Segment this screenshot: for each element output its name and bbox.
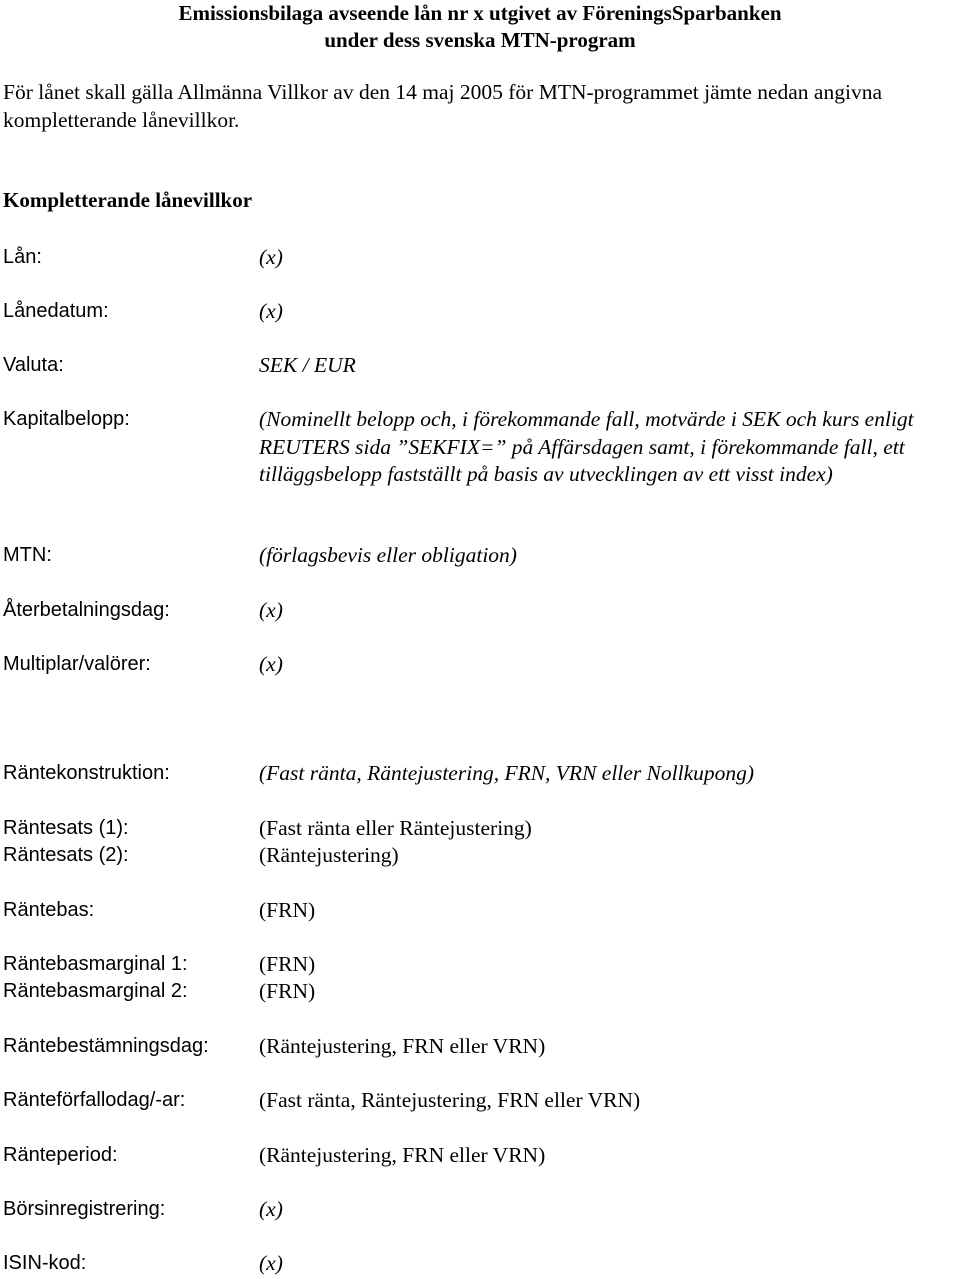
term-value-kapitalbelopp: (Nominellt belopp och, i förekommande fall, motvärde i SEK och kurs enligt REUTERS sida ”SEKFIX=” på Affärsdagen samt, i förekommande fall, ett tilläggsbelopp fastställt på basis av utvecklingen av ett visst index) [259, 407, 914, 486]
term-label-aterbetalningsdag: Återbetalningsdag: [3, 599, 170, 621]
term-value-rantebasmarginal-1: (FRN) [259, 952, 316, 976]
term-value-isin: (x) [259, 1251, 283, 1275]
section-heading: Kompletterande lånevillkor [3, 188, 253, 212]
term-label-rantebas: Räntebas: [3, 899, 95, 921]
term-label-lan: Lån: [3, 246, 42, 268]
term-label-lanedatum: Lånedatum: [3, 300, 109, 322]
term-value-aterbetalningsdag: (x) [259, 598, 283, 622]
term-label-multiplar: Multiplar/valörer: [3, 653, 151, 675]
intro-paragraph: För lånet skall gälla Allmänna Villkor av den 14 maj 2005 för MTN-programmet jämte nedan angivna kompletterande lånevillkor. [3, 80, 882, 132]
term-value-lanedatum: (x) [259, 299, 283, 323]
term-label-rantebasmarginal-1: Räntebasmarginal 1: [3, 953, 188, 975]
term-label-rantefortallodag: Ränteförfallodag/-ar: [3, 1089, 186, 1111]
term-label-borsinregistrering: Börsinregistrering: [3, 1198, 166, 1220]
term-value-ranteperiod: (Räntejustering, FRN eller VRN) [259, 1143, 546, 1167]
term-label-isin: ISIN-kod: [3, 1252, 87, 1274]
term-value-valuta: SEK / EUR [259, 353, 356, 377]
term-label-ranteperiod: Ränteperiod: [3, 1144, 118, 1166]
term-value-rantefortallodag: (Fast ränta, Räntejustering, FRN eller VRN) [259, 1088, 641, 1112]
term-value-borsinregistrering: (x) [259, 1197, 283, 1221]
term-label-valuta: Valuta: [3, 354, 64, 376]
term-value-rantebestamningsdag: (Räntejustering, FRN eller VRN) [259, 1034, 546, 1058]
term-label-mtn: MTN: [3, 544, 52, 566]
term-value-rantebas: (FRN) [259, 898, 316, 922]
term-label-rantesats-1: Räntesats (1): [3, 817, 129, 839]
term-value-lan: (x) [259, 245, 283, 269]
term-value-rantebasmarginal-2: (FRN) [259, 979, 316, 1003]
term-label-rantekonstruktion: Räntekonstruktion: [3, 762, 170, 784]
term-label-kapitalbelopp: Kapitalbelopp: [3, 408, 130, 430]
document-title-line-1: Emissionsbilaga avseende lån nr x utgivet av FöreningsSparbanken [178, 1, 782, 25]
term-value-mtn: (förlagsbevis eller obligation) [259, 543, 517, 567]
term-value-rantesats-1: (Fast ränta eller Räntejustering) [259, 816, 532, 840]
term-value-rantekonstruktion: (Fast ränta, Räntejustering, FRN, VRN eller Nollkupong) [259, 761, 755, 785]
term-label-rantebasmarginal-2: Räntebasmarginal 2: [3, 980, 188, 1002]
document-title-line-2: under dess svenska MTN-program [324, 28, 636, 52]
term-label-rantebestamningsdag: Räntebestämningsdag: [3, 1035, 209, 1057]
term-label-rantesats-2: Räntesats (2): [3, 844, 129, 866]
term-value-rantesats-2: (Räntejustering) [259, 843, 399, 867]
term-value-multiplar: (x) [259, 652, 283, 676]
